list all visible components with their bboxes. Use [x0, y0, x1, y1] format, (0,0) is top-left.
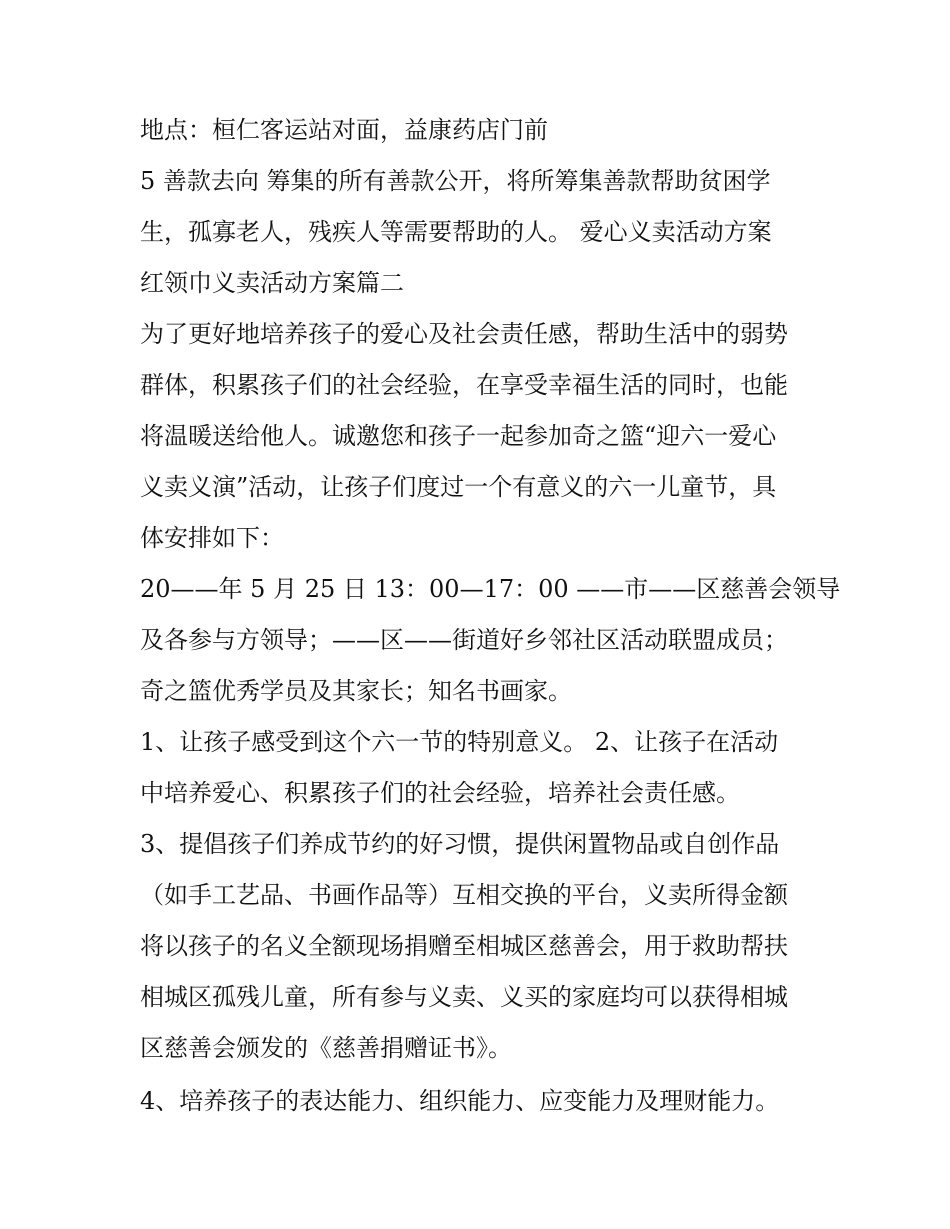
text-line: 奇之篮优秀学员及其家长；知名书画家。 [140, 677, 572, 705]
text-line: 相城区孤残儿童，所有参与义卖、义买的家庭均可以获得相城 [140, 983, 788, 1011]
section-heading: 红领巾义卖活动方案篇二 [140, 269, 404, 297]
text-line: 将温暖送给他人。诚邀您和孩子一起参加奇之篮“迎六一爱心 [140, 422, 777, 450]
text-line: 义卖义演”活动，让孩子们度过一个有意义的六一儿童节，具 [140, 473, 777, 501]
text-line-funds-direction: 5 善款去向 筹集的所有善款公开，将所筹集善款帮助贫困学 [140, 167, 771, 195]
text-line-schedule: 20——年 5 月 25 日 13：00—17：00 ——市——区慈善会领导 [140, 575, 841, 603]
text-line: 体安排如下： [140, 524, 284, 552]
list-item-1: 1、让孩子感受到这个六一节的特别意义。 2、让孩子在活动 [140, 728, 779, 756]
text-line: 群体，积累孩子们的社会经验，在享受幸福生活的同时，也能 [140, 371, 788, 399]
list-item-4: 4、培养孩子的表达能力、组织能力、应变能力及理财能力。 [140, 1087, 780, 1115]
text-line: 区慈善会颁发的《慈善捐赠证书》。 [140, 1034, 512, 1062]
document-body [140, 105, 841, 1127]
text-line: 生，孤寡老人，残疾人等需要帮助的人。 爱心义卖活动方案 [140, 218, 772, 246]
list-item-3: 3、提倡孩子们养成节约的好习惯，提供闲置物品或自创作品 [140, 830, 780, 858]
text-line-location: 地点：桓仁客运站对面，益康药店门前 [140, 116, 548, 144]
text-line: 为了更好地培养孩子的爱心及社会责任感，帮助生活中的弱势 [140, 320, 788, 348]
text-line: 及各参与方领导；——区——街道好乡邻社区活动联盟成员； [140, 626, 788, 654]
text-line: 将以孩子的名义全额现场捐赠至相城区慈善会，用于救助帮扶 [140, 932, 788, 960]
text-line: 中培养爱心、积累孩子们的社会经验，培养社会责任感。 [140, 779, 740, 807]
text-line: （如手工艺品、书画作品等）互相交换的平台，义卖所得金额 [140, 881, 788, 909]
